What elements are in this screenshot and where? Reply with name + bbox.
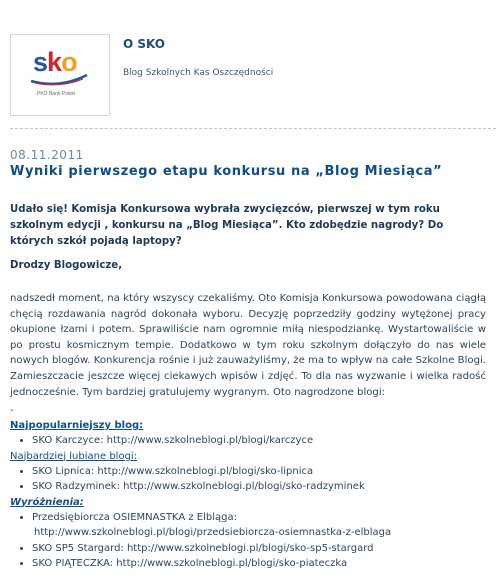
- list-item[interactable]: • SKO Karczyce: http://www.szkolneblogi.pl/blogi/karczyce: [32, 433, 490, 449]
- category-liked-label: Najbardziej lubiane blogi:: [10, 450, 138, 462]
- post-header: [10, 148, 490, 179]
- site-description: Blog Szkolnych Kas Oszczędności: [123, 68, 274, 78]
- list-item[interactable]: • SKO Radzyminek: http://www.szkolneblogi.pl/blogi/sko-radzyminek: [32, 479, 490, 495]
- list-item[interactable]: • SKO PIĄTECZKA: http://www.szkolneblogi.pl/blogi/sko-piateczka: [32, 556, 490, 572]
- list-item[interactable]: • SKO SP5 Stargard: http://www.szkolneblogi.pl/blogi/sko-sp5-stargard: [32, 541, 490, 557]
- category-special-label: Wyróżnienia:: [10, 496, 84, 508]
- winner-url[interactable]: http://www.szkolneblogi.pl/blogi/przedsiebiorcza-osiemnastka-z-elblaga: [34, 527, 392, 538]
- logo-wordmark: sko: [33, 47, 77, 77]
- post-date: 08.11.2011: [10, 148, 84, 162]
- header-divider: [10, 128, 496, 129]
- post-lead: Udało się! Komisja Konkursowa wybrała zwycięzców, pierwszej w tym roku szkolnym edycji , konkursu na „Blog Miesiąca”. Kto zdobędzie nagrody? Do których szkół pojadą laptopy?: [10, 204, 444, 247]
- post-title[interactable]: Wyniki pierwszego etapu konkursu na „Blog Miesiąca”: [10, 164, 443, 179]
- special-list: [10, 510, 490, 572]
- post-separator: -: [10, 405, 14, 416]
- liked-list: [10, 464, 490, 495]
- blog-header: [0, 0, 504, 126]
- sko-logo[interactable]: [10, 34, 110, 116]
- site-title[interactable]: O SKO: [123, 37, 165, 51]
- post-body: nadszedł moment, na który wszyscy czekaliśmy. Oto Komisja Konkursowa powodowana ciągłą chęcią rozdawania nagród dokonała wyboru. Decyzję poprzedziły godziny wytężonej pracy okupione łzami i potem. Sprawiliście nam ogromnie miłą niespodziankę. Wystartowaliście w po prostu kosmicznym tempie. Dodatkowo w tym roku szkolnym dołączyło do nas wiele nowych blogów. Konkurencja rośnie i już zauważyliśmy, że ma to wpływ na całe Szkolne Blogi. Zamieszczacie jeszcze więcej ciekawych wpisów i zdjęć. To dla nas wyzwanie i wielka radość jednocześnie. Tym bardziej gratulujemy wygranym. Oto nagrodzone blogi:: [10, 293, 486, 398]
- winners-list: [10, 418, 490, 572]
- popular-list: [10, 433, 490, 449]
- winner-name: Przedsiębiorcza OSIEMNASTKA z Elbląga:: [32, 511, 237, 523]
- list-item[interactable]: [32, 510, 490, 541]
- category-popular-label: Najpopularniejszy blog:: [10, 420, 144, 431]
- post-greeting: Drodzy Blogowicze,: [10, 260, 123, 271]
- list-item[interactable]: • SKO Lipnica: http://www.szkolneblogi.pl/blogi/sko-lipnica: [32, 464, 490, 480]
- logo-swoosh-icon: [29, 73, 89, 87]
- logo-subtitle: PKO Bank Polski: [37, 91, 76, 97]
